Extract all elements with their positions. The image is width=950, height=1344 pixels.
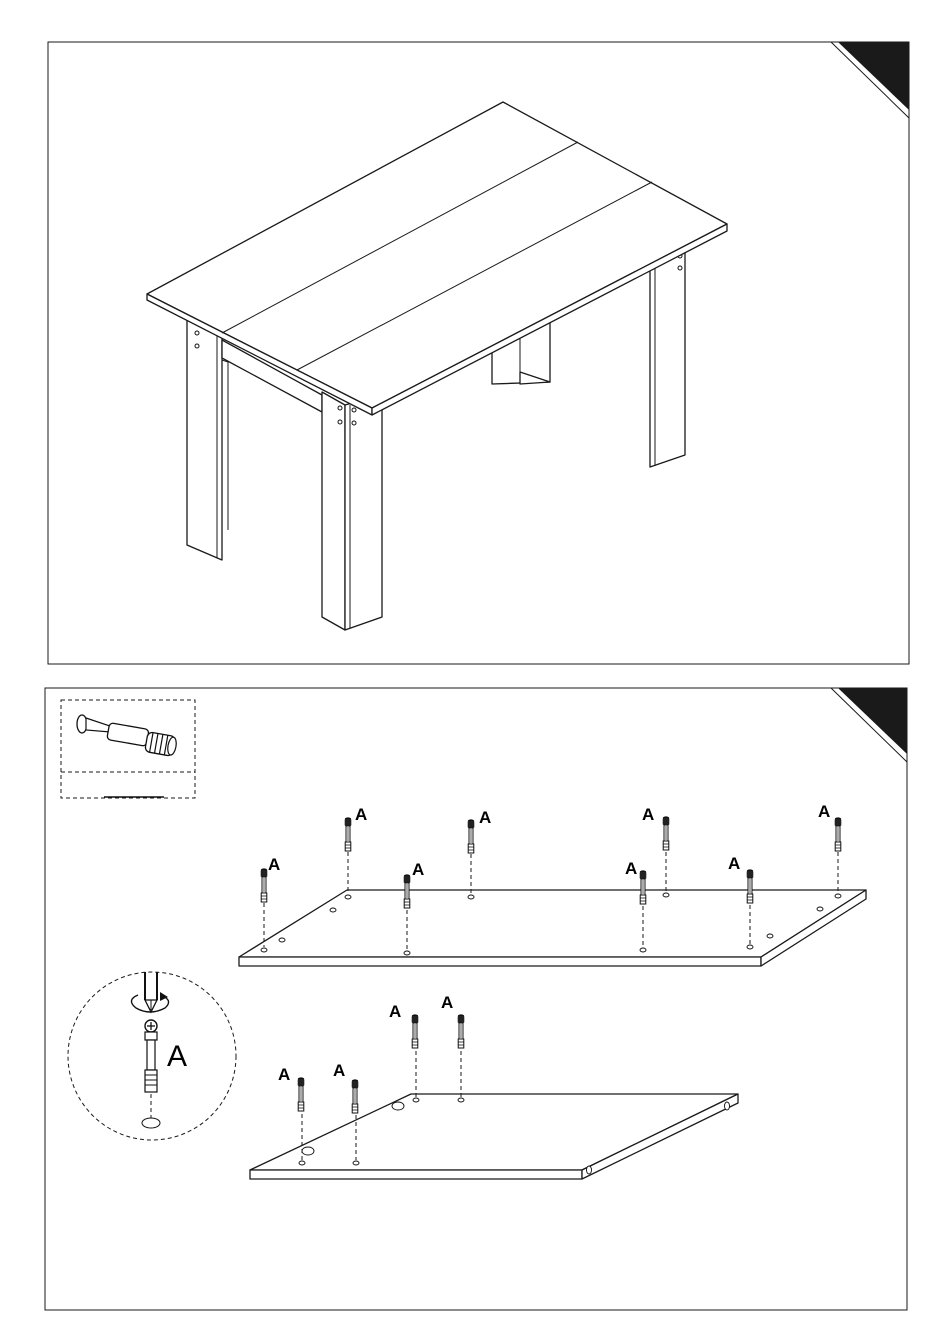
part-label-a: A xyxy=(278,1065,291,1084)
screwdriver-icon xyxy=(145,972,157,1012)
part-label-a: A xyxy=(333,1061,346,1080)
lower-board xyxy=(250,1094,738,1179)
table-drawing xyxy=(147,102,727,630)
lower-part-labels xyxy=(278,993,453,1084)
panel-2-corner-tab xyxy=(831,688,907,762)
part-label-a: A xyxy=(818,802,831,821)
panel-2-frame xyxy=(45,688,907,1310)
part-label-a: A xyxy=(389,1002,402,1021)
detail-label-a: A xyxy=(167,1040,188,1073)
cam-dowel-icon xyxy=(77,715,178,757)
panel-1-assembled-table xyxy=(48,42,909,664)
part-label-a: A xyxy=(642,805,655,824)
part-label-a: A xyxy=(441,993,454,1012)
dowel-detail-icon xyxy=(142,1020,160,1128)
upper-part-labels xyxy=(268,802,830,879)
part-label-a: A xyxy=(268,855,281,874)
parts-inventory-box xyxy=(61,700,195,798)
part-label-a: A xyxy=(625,859,638,878)
part-label-a: A xyxy=(728,854,741,873)
panel-1-corner-tab xyxy=(831,42,909,118)
part-label-a: A xyxy=(355,805,368,824)
part-label-a: A xyxy=(412,860,425,879)
part-label-a: A xyxy=(479,808,492,827)
panel-2-fitting-installation xyxy=(45,688,907,1310)
upper-board xyxy=(239,890,866,966)
detail-callout xyxy=(68,972,236,1140)
